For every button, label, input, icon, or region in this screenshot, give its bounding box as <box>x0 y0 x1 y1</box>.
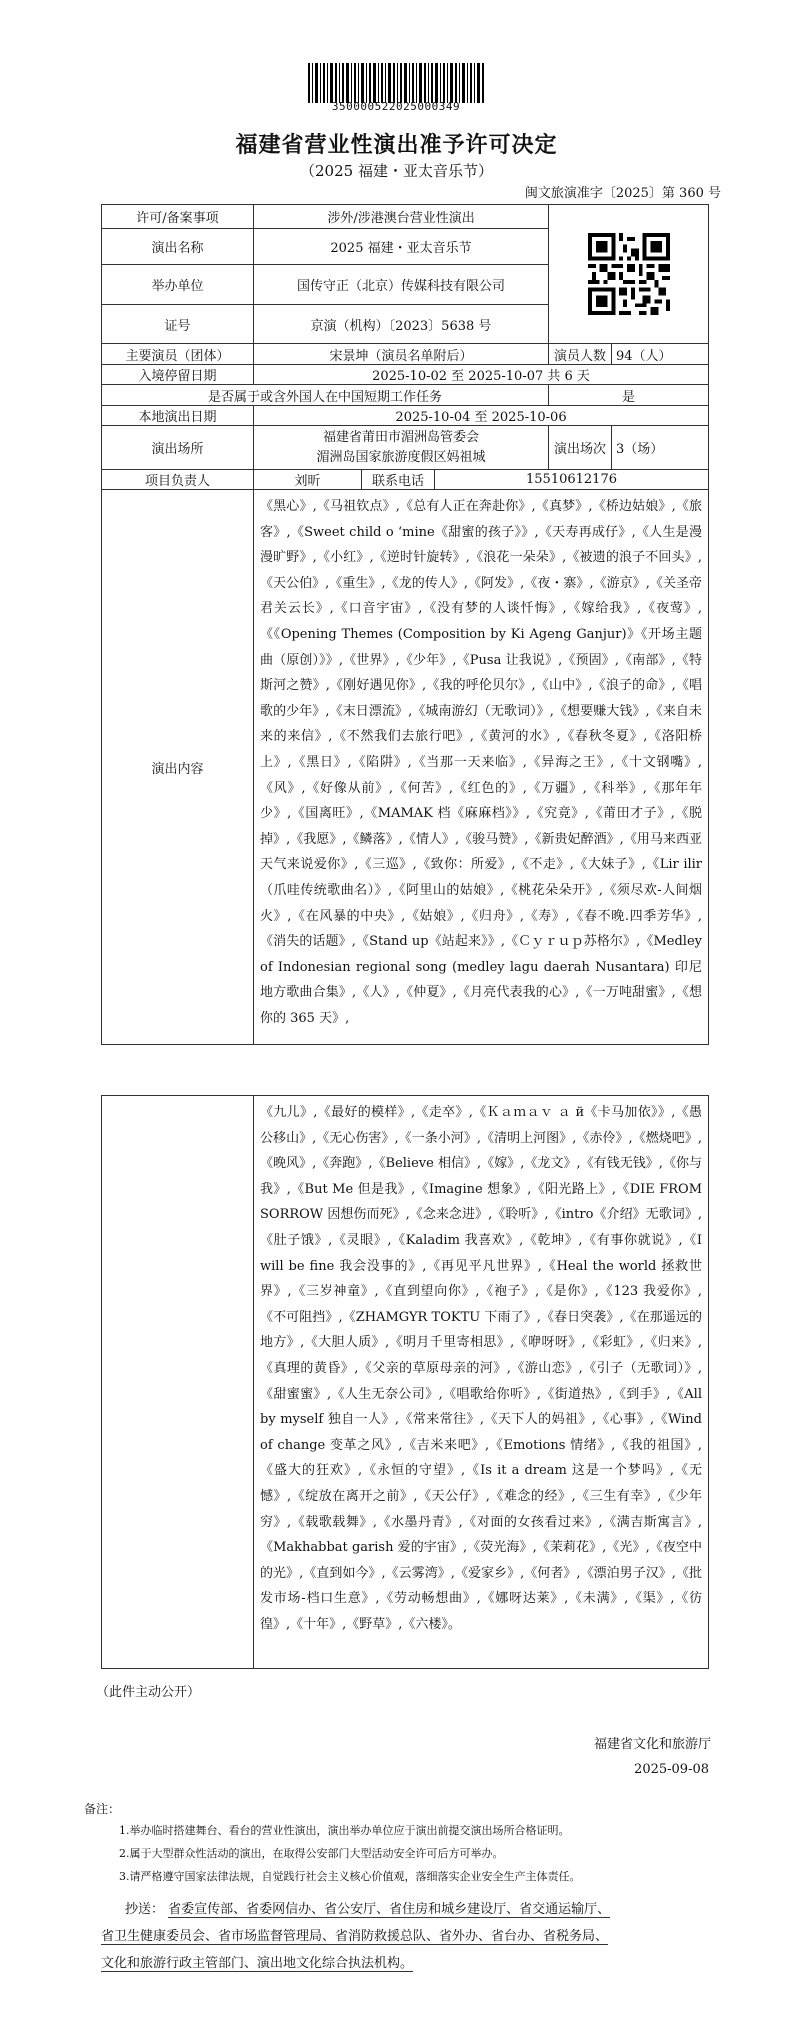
cell-label: 许可/备案事项 <box>102 205 254 229</box>
cell-value: 2025-10-02 至 2025-10-07 共 6 天 <box>254 365 709 385</box>
cell-label: 演出内容 <box>102 490 254 1045</box>
cell-label: 演员人数 <box>549 344 612 365</box>
cell-label: 演出场次 <box>549 426 612 470</box>
cell-value: 涉外/涉港澳台营业性演出 <box>254 205 549 229</box>
cell-label: 演出名称 <box>102 229 254 265</box>
public-disclosure-note: （此件主动公开） <box>96 1685 201 1700</box>
performance-content-part-1: 《黑心》,《马祖钦点》,《总有人正在奔赴你》,《真梦》,《桥边姑娘》,《旅客》,《Sweet child o ‘mine《甜蜜的孩子》》,《天寿再成仔》,《人生是漫漫旷野》,《小红》,《逆时针旋转》,《浪花一朵朵》,《被遗的浪子不回头》,《天公伯》,《重生》,《龙的传人》,《阿发》,《夜・寨》,《游京》,《关圣帝君关云长》,《口音宇宙》,《没有梦的人谈忏悔》,《嫁给我》,《夜莺》,《《Opening Themes (Composition by Ki Ageng Ganjur)》《开场主题曲（原创）》》,《世界》,《少年》,《Pusa 让我说》,《预固》,《南部》,《特斯河之赞》,《刚好遇见你》,《我的呼伦贝尔》,《山中》,《浪子的命》,《唱歌的少年》,《末日漂流》,《城南游幻（无歌词）》,《想要赚大钱》,《来自未来的来信》,《不然我们去旅行吧》,《黄河的水》,《春秋冬夏》,《洛阳桥上》,《黑日》,《陷阱》,《当那一天来临》,《异海之王》,《十文钢嘴》,《风》,《好像从前》,《何苦》,《红色的》,《万疆》,《科举》,《那年年少》,《国离旺》,《MAMAK 档《麻麻档》》,《究竟》,《莆田才子》,《脱掉》,《我愿》,《鳞落》,《情人》,《骏马赞》,《新贵妃醉酒》,《用马来西亚天气来说爱你》,《三巡》,《致你：所爱》,《不走》,《大妹子》,《Lir ilir（爪哇传统歌曲名）》,《阿里山的姑娘》,《桃花朵朵开》,《须尽欢-人间烟火》,《在风暴的中央》,《姑娘》,《归舟》,《寿》,《春不晚.四季芳华》,《消失的话题》,《Stand up《站起来》》,《Ｃｙｒｕｐ苏格尔》,《Medley of Indonesian regional song (medley lagu daerah Nusantara) 印尼地方歌曲合集》,《人》,《仲夏》,《月亮代表我的心》,《一万吨甜蜜》,《想你的 365 天》, <box>254 490 709 1045</box>
table-row <box>102 205 709 229</box>
cell-label: 举办单位 <box>102 265 254 305</box>
permit-table <box>101 204 709 1045</box>
cell-label: 入境停留日期 <box>102 365 254 385</box>
cell-label: 联系电话 <box>362 470 435 490</box>
document-title: 福建省营业性演出准予许可决定 <box>235 133 558 158</box>
table-row <box>102 365 709 385</box>
cell-label: 主要演员（团体） <box>102 344 254 365</box>
cc-line: 文化和旅游行政主管部门、演出地文化综合执法机构。 <box>101 1956 414 1971</box>
cell-value: 刘昕 <box>254 470 362 490</box>
cc-block <box>101 1896 716 1977</box>
venue-line-2: 湄洲岛国家旅游度假区妈祖城 <box>316 449 486 465</box>
note-item: 1.举办临时搭建舞台、看台的营业性演出，演出举办单位应于演出前提交演出场所合格证明。 <box>119 1824 570 1837</box>
cell-value: 15510612176 <box>435 470 709 490</box>
cell-value: 宋景坤（演员名单附后） <box>254 344 549 365</box>
issue-date: 2025-09-08 <box>634 1762 709 1777</box>
cell-label: 是否属于或含外国人在中国短期工作任务 <box>102 385 549 406</box>
table-row <box>102 426 709 470</box>
cell-value: 94（人） <box>612 344 709 365</box>
qr-code-icon <box>588 233 670 315</box>
permit-table-continued <box>101 1095 709 1669</box>
cell-value <box>254 426 549 470</box>
cell-label: 证号 <box>102 305 254 344</box>
cell-value: 3（场） <box>612 426 709 470</box>
table-row <box>102 385 709 406</box>
cell-value: 国传守正（北京）传媒科技有限公司 <box>254 265 549 305</box>
table-row <box>102 470 709 490</box>
document-subtitle: （2025 福建・亚太音乐节） <box>300 162 493 180</box>
document-number: 闽文旅演准字〔2025〕第 360 号 <box>524 186 721 201</box>
table-row <box>102 406 709 426</box>
table-row <box>102 490 709 1045</box>
cell-value: 2025 福建・亚太音乐节 <box>254 229 549 265</box>
barcode-number: 35000052202500034​9 <box>331 100 461 113</box>
cell-label: 项目负责人 <box>102 470 254 490</box>
cc-line: 省委宣传部、省委网信办、省公安厅、省住房和城乡建设厅、省交通运输厅、 <box>168 1902 611 1917</box>
cell-value: 京演（机构）〔2023〕5638 号 <box>254 305 549 344</box>
performance-content-part-2: 《九儿》,《最好的模样》,《走卒》,《Ｋａｍａｖ ａ й《卡马加依》》,《愚公移山》,《无心伤害》,《一条小河》,《清明上河图》,《赤伶》,《燃烧吧》,《晚风》,《奔跑》,《Believe 相信》,《嫁》,《龙文》,《有钱无钱》,《你与我》,《But Me 但是我》,《Imagine 想象》,《阳光路上》,《DIE FROM SORROW 因想伤而死》,《念来念进》,《聆听》,《intro《介绍》无歌词》,《肚子饿》,《灵眼》,《Kaladim 我喜欢》,《乾坤》,《有事你就说》,《I will be fine 我会没事的》,《再见平凡世界》,《Heal the world 拯救世界》,《三岁神童》,《直到望向你》,《袍子》,《是你》,《123 我爱你》,《不可阻挡》,《ZHAMGYR TOKTU 下雨了》,《春日突袭》,《在那遥远的地方》,《大胆人质》,《明月千里寄相思》,《咿呀呀》,《彩虹》,《归来》,《真理的黄昏》,《父亲的草原母亲的河》,《游山恋》,《引子（无歌词）》,《甜蜜蜜》,《人生无奈公司》,《唱歌给你听》,《街道热》,《到手》,《All by myself 独自一人》,《常来常往》,《天下人的妈祖》,《心事》,《Wind of change 变革之风》,《吉米来吧》,《Emotions 情绪》,《我的祖国》,《盛大的狂欢》,《永恒的守望》,《Is it a dream 这是一个梦吗》,《无憾》,《绽放在离开之前》,《天公仔》,《难念的经》,《三生有幸》,《少年穷》,《载歌载舞》,《水墨丹青》,《对面的女孩看过来》,《满吉斯寓言》,《Makhabbat garish 爱的宇宙》,《荧光海》,《茉莉花》,《光》,《夜空中的光》,《直到如今》,《云雾湾》,《爱家乡》,《何者》,《漂泊男子汉》,《批发市场-档口生意》,《劳动畅想曲》,《娜呀达莱》,《未满》,《渠》,《彷徨》,《十年》,《野草》,《六楼》。 <box>254 1096 709 1669</box>
table-row <box>102 344 709 365</box>
notes-title: 备注： <box>84 1802 121 1816</box>
issuer-name: 福建省文化和旅游厅 <box>593 1737 711 1752</box>
cell-value: 是 <box>549 385 709 406</box>
cc-line: 省卫生健康委员会、省市场监督管理局、省消防救援总队、省外办、省台办、省税务局、 <box>101 1929 609 1944</box>
table-row <box>102 1096 709 1669</box>
cell-label: 本地演出日期 <box>102 406 254 426</box>
note-item: 2.属于大型群众性活动的演出，在取得公安部门大型活动安全许可后方可举办。 <box>119 1847 504 1860</box>
note-item: 3.请严格遵守国家法律法规，自觉践行社会主义核心价值观，落细落实企业安全生产主体责任。 <box>119 1870 581 1883</box>
cc-label: 抄送： <box>125 1902 165 1917</box>
venue-line-1: 福建省莆田市湄洲岛管委会 <box>323 429 480 445</box>
cell-label: 演出场所 <box>102 426 254 470</box>
cell-value: 2025-10-04 至 2025-10-06 <box>254 406 709 426</box>
qr-cell <box>549 205 709 344</box>
cell-empty <box>102 1096 254 1669</box>
